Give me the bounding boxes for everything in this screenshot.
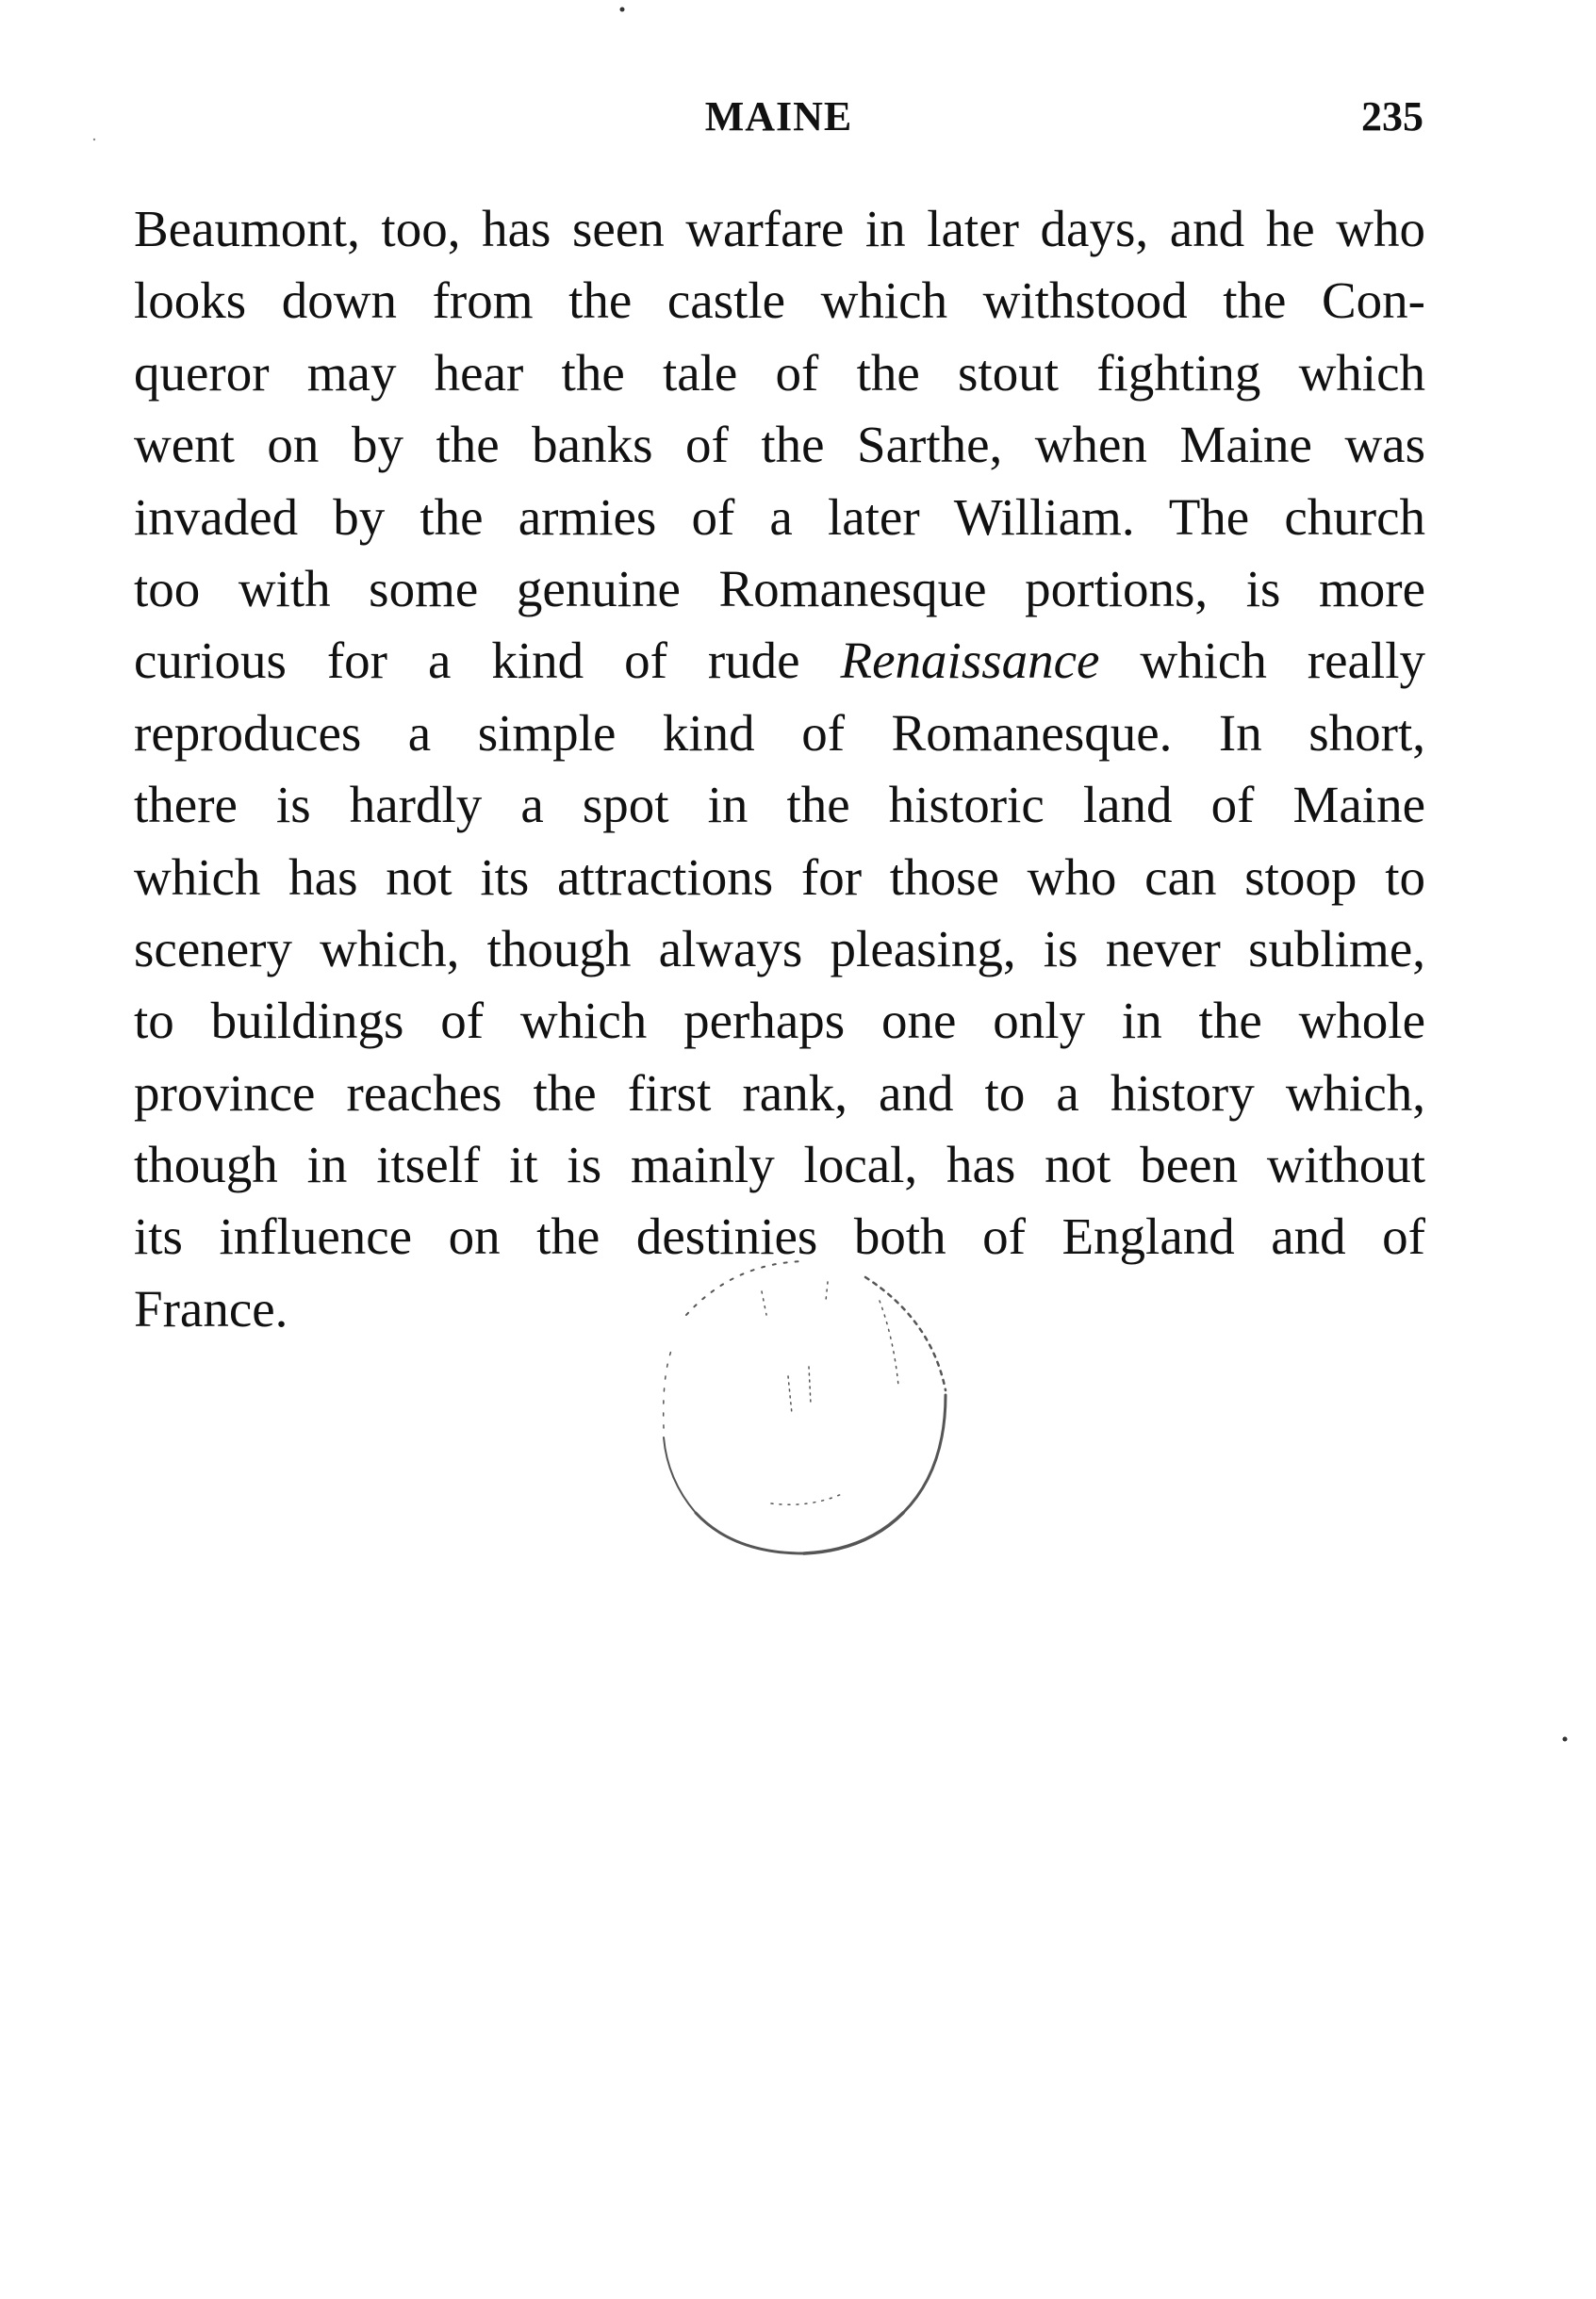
text-line: queror may hear the tale of the stout fighting which <box>134 343 1425 402</box>
text-line: there is hardly a spot in the historic land of Maine <box>134 776 1425 834</box>
text-line: too with some genuine Romanesque portions, is more <box>134 559 1425 617</box>
running-head <box>134 92 1423 149</box>
body-text <box>134 193 1425 1345</box>
text-line: province reaches the first rank, and to a history which, <box>134 1063 1425 1122</box>
text-line: its influence on the destinies both of England and of <box>134 1207 1425 1266</box>
running-title: MAINE <box>704 93 853 140</box>
text-segment: which really <box>1099 632 1425 690</box>
text-line <box>134 625 1425 697</box>
text-line: went on by the banks of the Sarthe, when Maine was <box>134 416 1425 474</box>
library-stamp-icon <box>630 1225 979 1574</box>
text-line: which has not its attractions for those who can stoop to <box>134 847 1425 906</box>
text-line: looks down from the castle which withstood the Con- <box>134 271 1425 330</box>
italic-word: Renaissance <box>840 632 1100 690</box>
text-line: France. <box>134 1279 288 1338</box>
text-line: invaded by the armies of a later William. The church <box>134 487 1425 546</box>
text-line: to buildings of which perhaps one only in the whole <box>134 992 1425 1050</box>
text-segment: curious for a kind of rude <box>134 632 841 690</box>
text-line: scenery which, though always pleasing, is never sublime, <box>134 919 1425 977</box>
text-line: though in itself it is mainly local, has not been without <box>134 1136 1425 1194</box>
text-line: reproduces a simple kind of Romanesque. In short, <box>134 703 1425 762</box>
page-number: 235 <box>1361 93 1423 140</box>
text-line: Beaumont, too, has seen warfare in later days, and he who <box>134 200 1425 257</box>
